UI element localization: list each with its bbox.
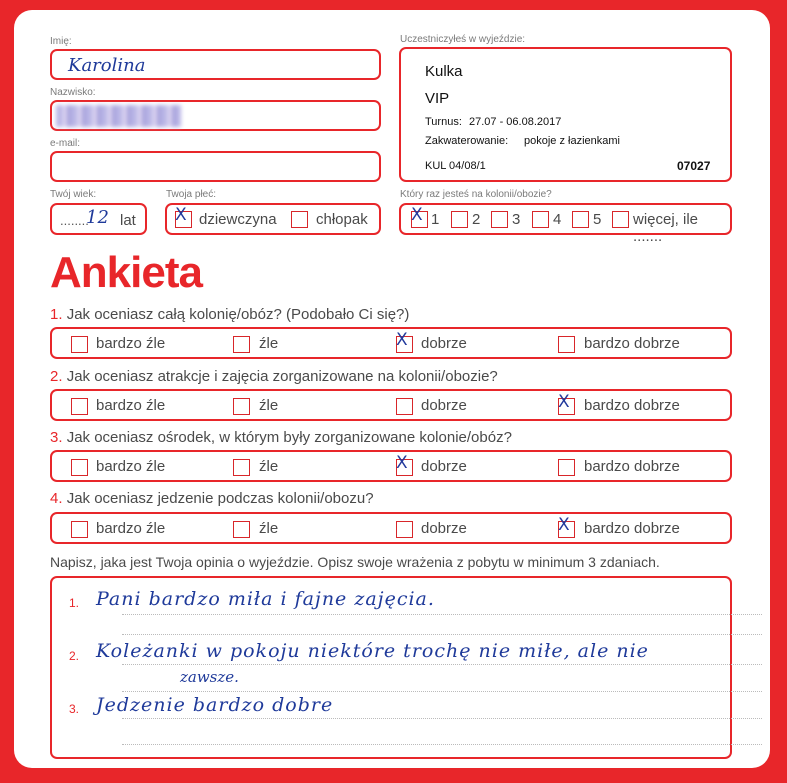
times-3-label: 3 bbox=[512, 211, 521, 228]
question-text: Jak oceniasz atrakcje i zajęcia zorganizowane na kolonii/obozie? bbox=[66, 368, 498, 385]
option-label: bardzo źle bbox=[96, 397, 166, 414]
option-label: źle bbox=[259, 520, 279, 537]
q1-very-bad-checkbox[interactable] bbox=[71, 336, 88, 353]
option-label: źle bbox=[259, 335, 279, 352]
times-2-label: 2 bbox=[472, 211, 481, 228]
q2-good-checkbox[interactable] bbox=[396, 398, 413, 415]
opinion-text-continued: zawsze. bbox=[180, 668, 239, 686]
writing-line bbox=[122, 664, 762, 665]
turnus-value: 27.07 - 06.08.2017 bbox=[469, 116, 562, 128]
option-label: bardzo źle bbox=[96, 458, 166, 475]
name-value: Karolina bbox=[68, 55, 146, 76]
gender-girl-checkbox[interactable] bbox=[175, 205, 192, 228]
times-5-checkbox[interactable] bbox=[572, 211, 589, 228]
trip-info-box bbox=[399, 47, 732, 182]
opinion-number: 1. bbox=[69, 596, 80, 610]
option-label: źle bbox=[259, 397, 279, 414]
check-mark-icon: X bbox=[396, 453, 408, 473]
times-1-label: 1 bbox=[431, 211, 440, 228]
option-label: dobrze bbox=[421, 397, 467, 414]
q4-very-good-checkbox[interactable] bbox=[558, 515, 575, 538]
option-label: źle bbox=[259, 458, 279, 475]
question-4 bbox=[50, 490, 374, 507]
option-label: dobrze bbox=[421, 458, 467, 475]
question-number: 4. bbox=[50, 490, 63, 507]
option-label: bardzo dobrze bbox=[584, 458, 680, 475]
option-label: bardzo źle bbox=[96, 335, 166, 352]
question-text: Jak oceniasz ośrodek, w którym były zorganizowane kolonie/obóz? bbox=[66, 429, 512, 446]
opinion-text: Jedzenie bardzo dobre bbox=[96, 694, 334, 716]
question-number: 3. bbox=[50, 429, 63, 446]
q4-good-checkbox[interactable] bbox=[396, 521, 413, 538]
surname-label: Nazwisko: bbox=[50, 87, 96, 98]
option-label: bardzo dobrze bbox=[584, 397, 680, 414]
q4-very-bad-checkbox[interactable] bbox=[71, 521, 88, 538]
times-3-checkbox[interactable] bbox=[491, 211, 508, 228]
times-1-checkbox[interactable] bbox=[411, 205, 428, 228]
times-4-label: 4 bbox=[553, 211, 562, 228]
q1-very-good-checkbox[interactable] bbox=[558, 336, 575, 353]
q2-bad-checkbox[interactable] bbox=[233, 398, 250, 415]
opinion-number: 3. bbox=[69, 702, 80, 716]
survey-sheet bbox=[14, 10, 770, 768]
answer-row-4 bbox=[50, 512, 732, 544]
opinion-number: 2. bbox=[69, 649, 80, 663]
gender-field bbox=[165, 203, 381, 235]
name-label: Imię: bbox=[50, 36, 72, 47]
option-label: bardzo źle bbox=[96, 520, 166, 537]
question-2 bbox=[50, 368, 498, 385]
age-field[interactable] bbox=[50, 203, 147, 235]
question-number: 2. bbox=[50, 368, 63, 385]
times-5-label: 5 bbox=[593, 211, 602, 228]
opinion-text: Pani bardzo miła i fajne zajęcia. bbox=[96, 588, 435, 610]
option-label: bardzo dobrze bbox=[584, 520, 680, 537]
age-dots: ........ bbox=[60, 213, 89, 228]
question-text: Jak oceniasz jedzenie podczas kolonii/obozu? bbox=[66, 490, 374, 507]
survey-title: Ankieta bbox=[50, 248, 202, 297]
email-label: e-mail: bbox=[50, 138, 81, 149]
q1-good-checkbox[interactable] bbox=[396, 330, 413, 353]
q2-very-bad-checkbox[interactable] bbox=[71, 398, 88, 415]
gender-boy-label: chłopak bbox=[316, 211, 368, 228]
redacted-surname bbox=[56, 105, 181, 127]
check-mark-icon: X bbox=[411, 205, 423, 225]
writing-line bbox=[122, 718, 762, 719]
email-field[interactable] bbox=[50, 151, 381, 182]
writing-line bbox=[122, 691, 762, 692]
times-2-checkbox[interactable] bbox=[451, 211, 468, 228]
trip-code: KUL 04/08/1 bbox=[425, 160, 486, 172]
trip-name: Kulka bbox=[425, 63, 463, 80]
opinion-text: Koleżanki w pokoju niektóre trochę nie miłe, ale nie bbox=[96, 640, 649, 662]
participant-label: Uczestniczyłeś w wyjeździe: bbox=[400, 34, 526, 45]
check-mark-icon: X bbox=[558, 515, 570, 535]
question-1 bbox=[50, 306, 409, 323]
gender-girl-label: dziewczyna bbox=[199, 211, 277, 228]
writing-line bbox=[122, 744, 762, 745]
check-mark-icon: X bbox=[396, 330, 408, 350]
times-more-checkbox[interactable] bbox=[612, 211, 629, 228]
check-mark-icon: X bbox=[558, 392, 570, 412]
answer-row-3 bbox=[50, 450, 732, 482]
times-label: Który raz jesteś na kolonii/obozie? bbox=[400, 189, 552, 200]
name-field[interactable] bbox=[50, 49, 381, 80]
age-value: 12 bbox=[86, 207, 109, 228]
gender-boy-checkbox[interactable] bbox=[291, 211, 308, 228]
surname-field[interactable] bbox=[50, 100, 381, 131]
option-label: dobrze bbox=[421, 335, 467, 352]
times-more-label: więcej, ile ....... bbox=[633, 211, 699, 245]
q4-bad-checkbox[interactable] bbox=[233, 521, 250, 538]
opinion-prompt: Napisz, jaka jest Twoja opinia o wyjeździe. Opisz swoje wrażenia z pobytu w minimum 3 zdaniach. bbox=[50, 554, 660, 570]
accommodation-value: pokoje z łazienkami bbox=[524, 135, 620, 147]
writing-line bbox=[122, 634, 762, 635]
answer-row-2 bbox=[50, 389, 732, 421]
q3-good-checkbox[interactable] bbox=[396, 453, 413, 476]
gender-label: Twoja płeć: bbox=[166, 189, 217, 200]
trip-number: 07027 bbox=[677, 159, 711, 173]
writing-line bbox=[122, 614, 762, 615]
option-label: bardzo dobrze bbox=[584, 335, 680, 352]
turnus-label: Turnus: bbox=[425, 116, 462, 128]
age-label: Twój wiek: bbox=[50, 189, 97, 200]
times-field bbox=[399, 203, 732, 245]
check-mark-icon: X bbox=[175, 205, 187, 225]
q3-very-good-checkbox[interactable] bbox=[558, 459, 575, 476]
trip-type: VIP bbox=[425, 90, 450, 107]
times-4-checkbox[interactable] bbox=[532, 211, 549, 228]
question-3 bbox=[50, 429, 512, 446]
q3-bad-checkbox[interactable] bbox=[233, 459, 250, 476]
answer-row-1 bbox=[50, 327, 732, 359]
q3-very-bad-checkbox[interactable] bbox=[71, 459, 88, 476]
question-number: 1. bbox=[50, 306, 63, 323]
opinion-box[interactable] bbox=[50, 576, 732, 759]
q1-bad-checkbox[interactable] bbox=[233, 336, 250, 353]
q2-very-good-checkbox[interactable] bbox=[558, 392, 575, 415]
age-unit: lat bbox=[120, 212, 136, 229]
option-label: dobrze bbox=[421, 520, 467, 537]
accommodation-label: Zakwaterowanie: bbox=[425, 135, 509, 147]
question-text: Jak oceniasz całą kolonię/obóz? (Podobało Ci się?) bbox=[66, 306, 410, 323]
